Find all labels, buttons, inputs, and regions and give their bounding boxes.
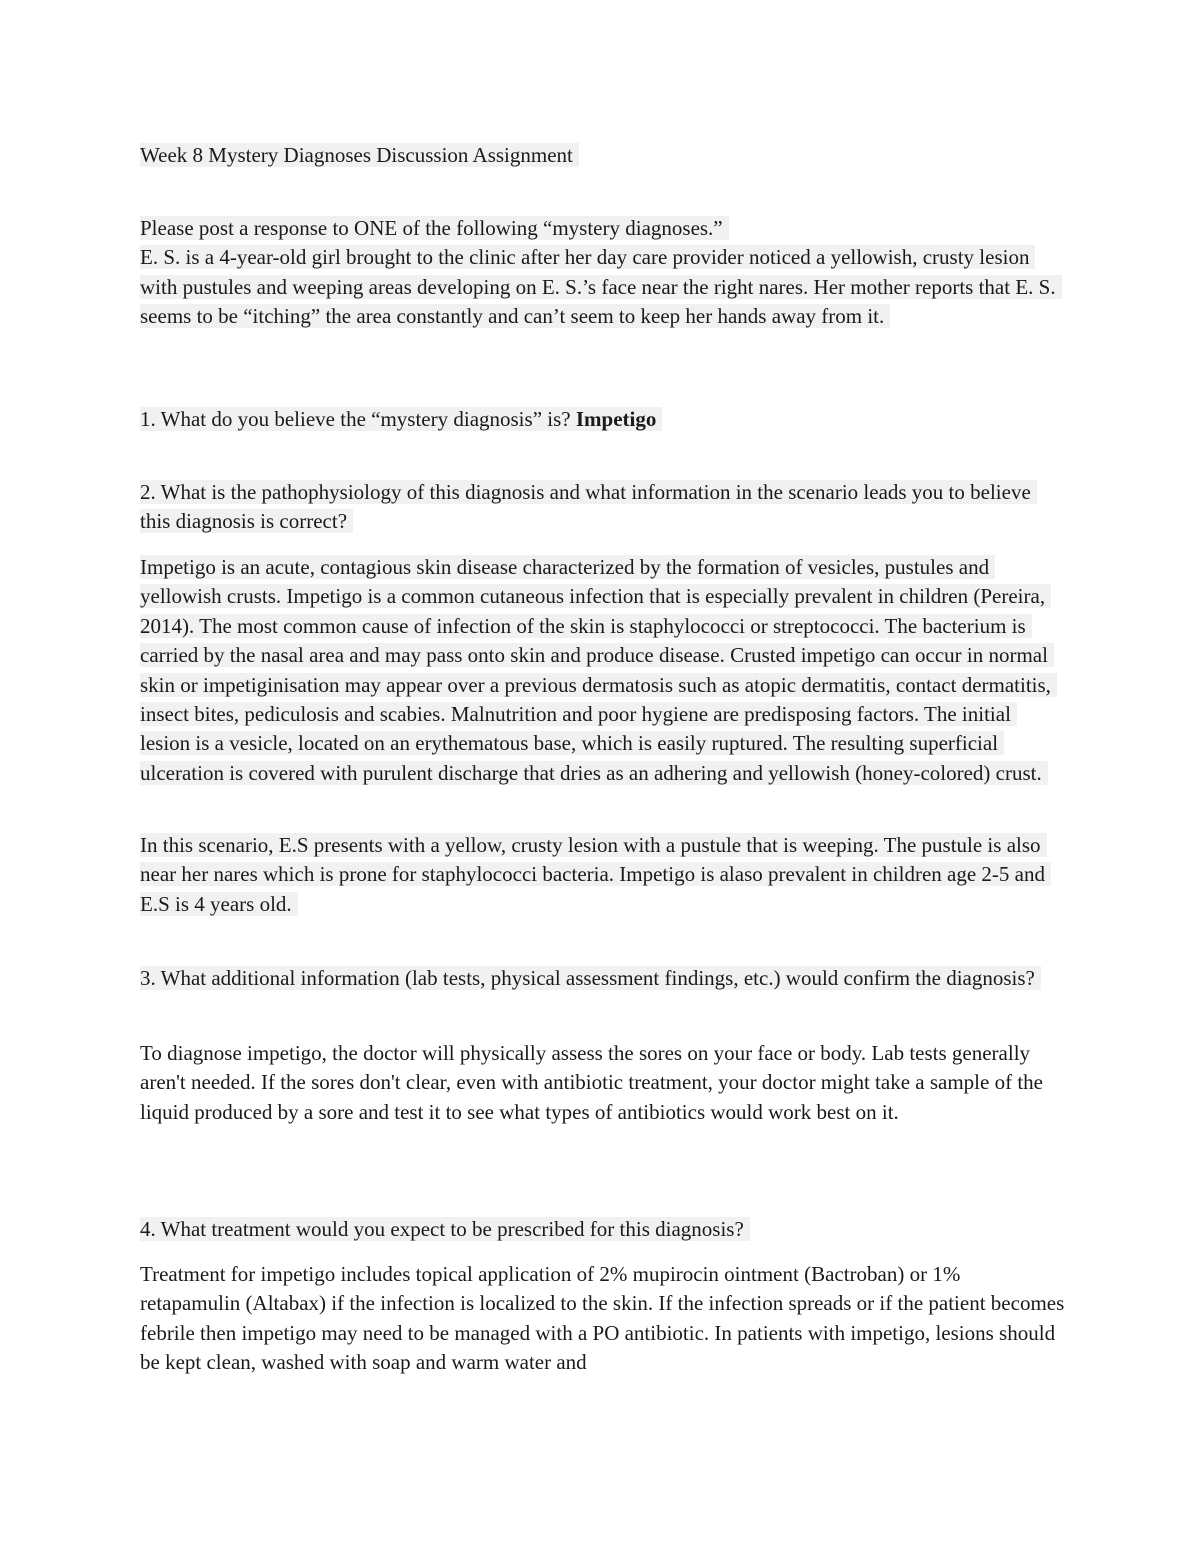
answer-3-paragraph	[140, 1039, 1065, 1127]
answer-2-paragraph-1	[140, 553, 1065, 788]
question-4-text: 4. What treatment would you expect to be prescribed for this diagnosis?	[140, 1217, 750, 1241]
question-4	[140, 1215, 1065, 1244]
answer-2-text-1: Impetigo is an acute, contagious skin disease characterized by the formation of vesicles, pustules and yellowish crusts. Impetigo is a common cutaneous infection that is especially prevalent in children (Pereira, 2014). The most common cause of infection of the skin is staphylococci or streptococci. The bacterium is carried by the nasal area and may pass onto skin and produce disease. Crusted impetigo can occur in normal skin or impetiginisation may appear over a previous dermatosis such as atopic dermatitis, contact dermatitis, insect bites, pediculosis and scabies. Malnutrition and poor hygiene are predisposing factors. The initial lesion is a vesicle, located on an erythematous base, which is easily ruptured. The resulting superficial ulceration is covered with purulent discharge that dries as an adhering and yellowish (honey-colored) crust.	[140, 555, 1057, 785]
scenario-text: E. S. is a 4-year-old girl brought to the clinic after her day care provider noticed a yellowish, crusty lesion with pustules and weeping areas developing on E. S.’s face near the right nares. Her mother reports that E. S. seems to be “itching” the area constantly and can’t seem to keep her hands away from it.	[140, 245, 1062, 328]
answer-4-paragraph	[140, 1260, 1065, 1378]
answer-1-bold: Impetigo	[575, 407, 657, 431]
intro-text: Please post a response to ONE of the following “mystery diagnoses.”	[140, 216, 729, 240]
intro-paragraph	[140, 214, 1065, 332]
answer-3-text: To diagnose impetigo, the doctor will physically assess the sores on your face or body. Lab tests generally aren't needed. If the sores don't clear, even with antibiotic treatment, your doctor might take a sample of the liquid produced by a sore and test it to see what types of antibiotics would work best on it.	[140, 1041, 1043, 1124]
question-1	[140, 405, 1065, 434]
question-2	[140, 478, 1065, 537]
question-3-text: 3. What additional information (lab tests, physical assessment findings, etc.) would confirm the diagnosis?	[140, 966, 1041, 990]
question-3	[140, 964, 1065, 993]
answer-2-text-2: In this scenario, E.S presents with a yellow, crusty lesion with a pustule that is weeping. The pustule is also near her nares which is prone for staphylococci bacteria. Impetigo is alaso prevalent in children age 2-5 and E.S is 4 years old.	[140, 833, 1051, 916]
answer-4-text: Treatment for impetigo includes topical application of 2% mupirocin ointment (Bactroban) or 1% retapamulin (Altabax) if the infection is localized to the skin. If the infection spreads or if the patient becomes febrile then impetigo may need to be managed with a PO antibiotic. In patients with impetigo, lesions should be kept clean, washed with soap and warm water and	[140, 1262, 1065, 1375]
answer-2-paragraph-2	[140, 831, 1065, 919]
question-2-text: 2. What is the pathophysiology of this diagnosis and what information in the scenario leads you to believe this diagnosis is correct?	[140, 480, 1037, 533]
question-1-text	[140, 407, 662, 431]
question-1-label: 1. What do you believe the “mystery diagnosis” is?	[140, 407, 576, 431]
document-title	[140, 141, 1065, 170]
document-title-text: Week 8 Mystery Diagnoses Discussion Assignment	[140, 143, 579, 167]
